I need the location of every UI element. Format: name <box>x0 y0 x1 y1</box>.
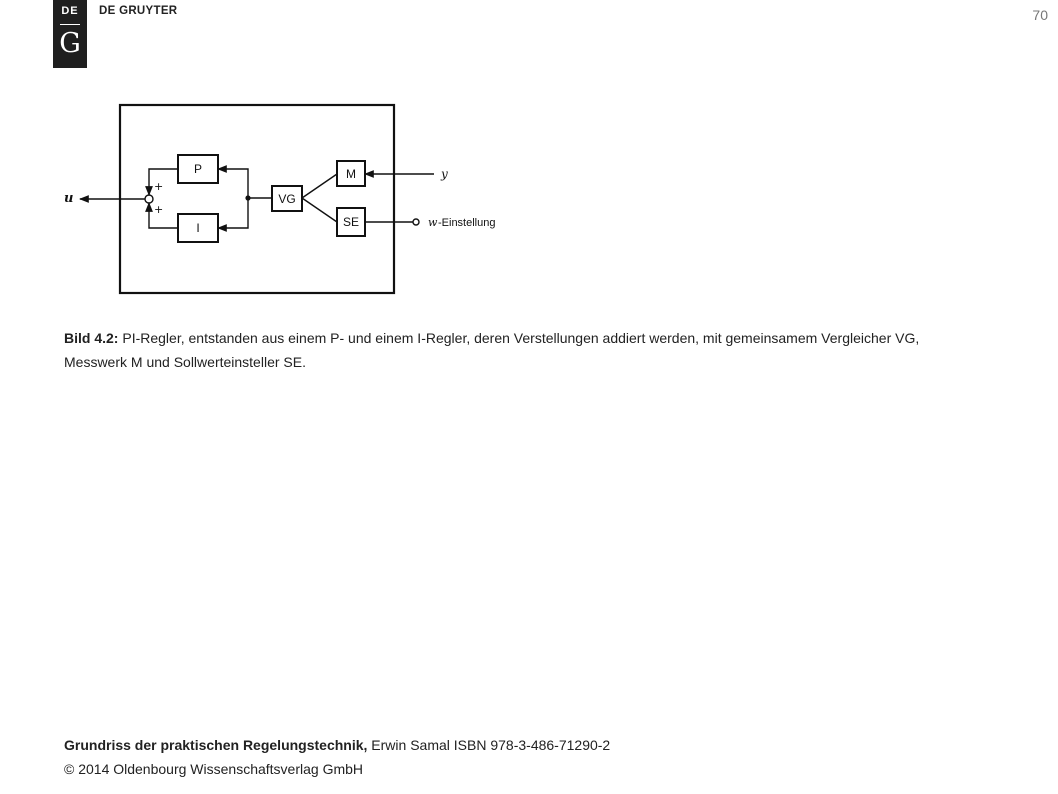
caption-text: PI-Regler, entstanden aus einem P- und einem I-Regler, deren Verstellungen addiert werden, mit gemeinsamem Vergleicher VG, Messwerk M und Sollwerteinsteller SE. <box>64 330 920 370</box>
lower-plus-sign: + <box>154 203 164 216</box>
p-block-label: P <box>193 162 203 176</box>
m-block-label: M <box>346 167 356 181</box>
book-title: Grundriss der praktischen Regelungstechnik, <box>64 737 368 753</box>
caption-label: Bild 4.2: <box>64 330 119 346</box>
figure-caption <box>64 326 964 374</box>
vg-block-label: VG <box>278 192 296 206</box>
se-to-vg-line <box>302 198 337 222</box>
copyright-line: © 2014 Oldenbourg Wissenschaftsverlag GmbH <box>64 761 364 777</box>
logo-divider <box>60 24 80 25</box>
logo-top-text: DE <box>61 5 79 17</box>
book-details: Erwin Samal ISBN 978-3-486-71290-2 <box>367 737 611 753</box>
branch-to-p-line <box>218 169 248 198</box>
u-label: u <box>64 191 74 206</box>
w-label: w <box>428 216 438 229</box>
branch-node <box>245 195 250 200</box>
publisher-name: DE GRUYTER <box>99 5 178 17</box>
se-block-label: SE <box>342 215 360 229</box>
page-number: 70 <box>1032 7 1048 23</box>
upper-plus-sign: + <box>154 180 164 193</box>
block-diagram <box>58 98 528 298</box>
i-block-label: I <box>196 221 200 235</box>
m-to-vg-line <box>302 174 337 198</box>
summing-junction <box>145 195 153 203</box>
w-setting-terminal <box>413 219 419 225</box>
citation-line <box>64 733 964 757</box>
branch-to-i-line <box>218 198 248 228</box>
logo-bottom-text: G <box>59 28 81 59</box>
block-diagram-figure <box>58 98 528 298</box>
w-setting-label: -Einstellung <box>438 217 496 229</box>
y-label: y <box>441 167 448 181</box>
citation-footer <box>64 733 964 781</box>
controller-frame <box>120 105 394 293</box>
publisher-logo <box>53 0 87 68</box>
